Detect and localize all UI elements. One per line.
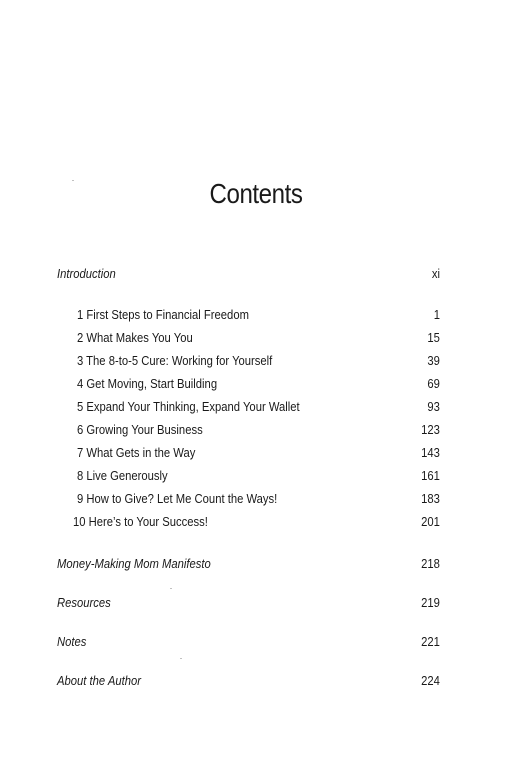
toc-entry-page: 224 <box>421 674 440 688</box>
toc-entry-label: Introduction <box>57 267 116 281</box>
toc-entry-page: 219 <box>421 596 440 610</box>
scan-speck <box>170 588 172 589</box>
toc-chapter-page: 39 <box>427 354 440 368</box>
toc-chapter-page: 161 <box>421 469 440 483</box>
toc-chapter-label: 3 The 8-to-5 Cure: Working for Yourself <box>77 354 273 368</box>
toc-chapter-page: 123 <box>421 423 440 437</box>
toc-chapter-6 <box>57 421 440 439</box>
toc-chapter-page: 93 <box>427 400 440 414</box>
toc-chapter-page: 201 <box>421 515 440 529</box>
toc-chapter-7 <box>57 444 440 462</box>
toc-chapter-5 <box>57 398 440 416</box>
toc-chapter-9 <box>57 490 440 508</box>
toc-entry-label: Notes <box>57 635 87 649</box>
toc-entry-manifesto <box>57 555 440 573</box>
toc-chapter-label: 4 Get Moving, Start Building <box>77 377 218 391</box>
toc-chapter-page: 143 <box>421 446 440 460</box>
toc-entry-notes <box>57 633 440 651</box>
toc-entry-introduction <box>57 265 440 283</box>
toc-entry-label: Resources <box>57 596 111 610</box>
toc-chapter-page: 1 <box>433 308 440 322</box>
toc-chapter-label: 2 What Makes You You <box>77 331 193 345</box>
toc-entry-label: About the Author <box>57 674 142 688</box>
toc-chapter-label: 1 First Steps to Financial Freedom <box>77 308 249 322</box>
toc-chapter-1 <box>57 306 440 324</box>
toc-entry-about-author <box>57 672 440 690</box>
toc-chapter-label: 8 Live Generously <box>77 469 168 483</box>
toc-chapter-3 <box>57 352 440 370</box>
toc-entry-page: xi <box>431 267 440 281</box>
toc-entry-page: 221 <box>421 635 440 649</box>
toc-chapter-2 <box>57 329 440 347</box>
toc-entry-page: 218 <box>421 557 440 571</box>
toc-chapter-8 <box>57 467 440 485</box>
toc-chapter-page: 69 <box>427 377 440 391</box>
toc-chapter-4 <box>57 375 440 393</box>
toc-chapter-label: 7 What Gets in the Way <box>77 446 196 460</box>
scan-speck <box>72 180 74 181</box>
toc-entry-label: Money-Making Mom Manifesto <box>57 557 211 571</box>
toc-chapter-label: 5 Expand Your Thinking, Expand Your Wallet <box>77 400 300 414</box>
toc-entry-resources <box>57 594 440 612</box>
toc-chapter-label: 6 Growing Your Business <box>77 423 203 437</box>
scan-speck <box>180 658 182 659</box>
toc-chapter-label: 9 How to Give? Let Me Count the Ways! <box>77 492 278 506</box>
toc-chapter-label: 10 Here’s to Your Success! <box>73 515 208 529</box>
toc-chapter-10 <box>57 513 440 531</box>
toc-chapter-page: 15 <box>427 331 440 345</box>
page-title: Contents <box>209 178 303 209</box>
toc-chapter-page: 183 <box>421 492 440 506</box>
